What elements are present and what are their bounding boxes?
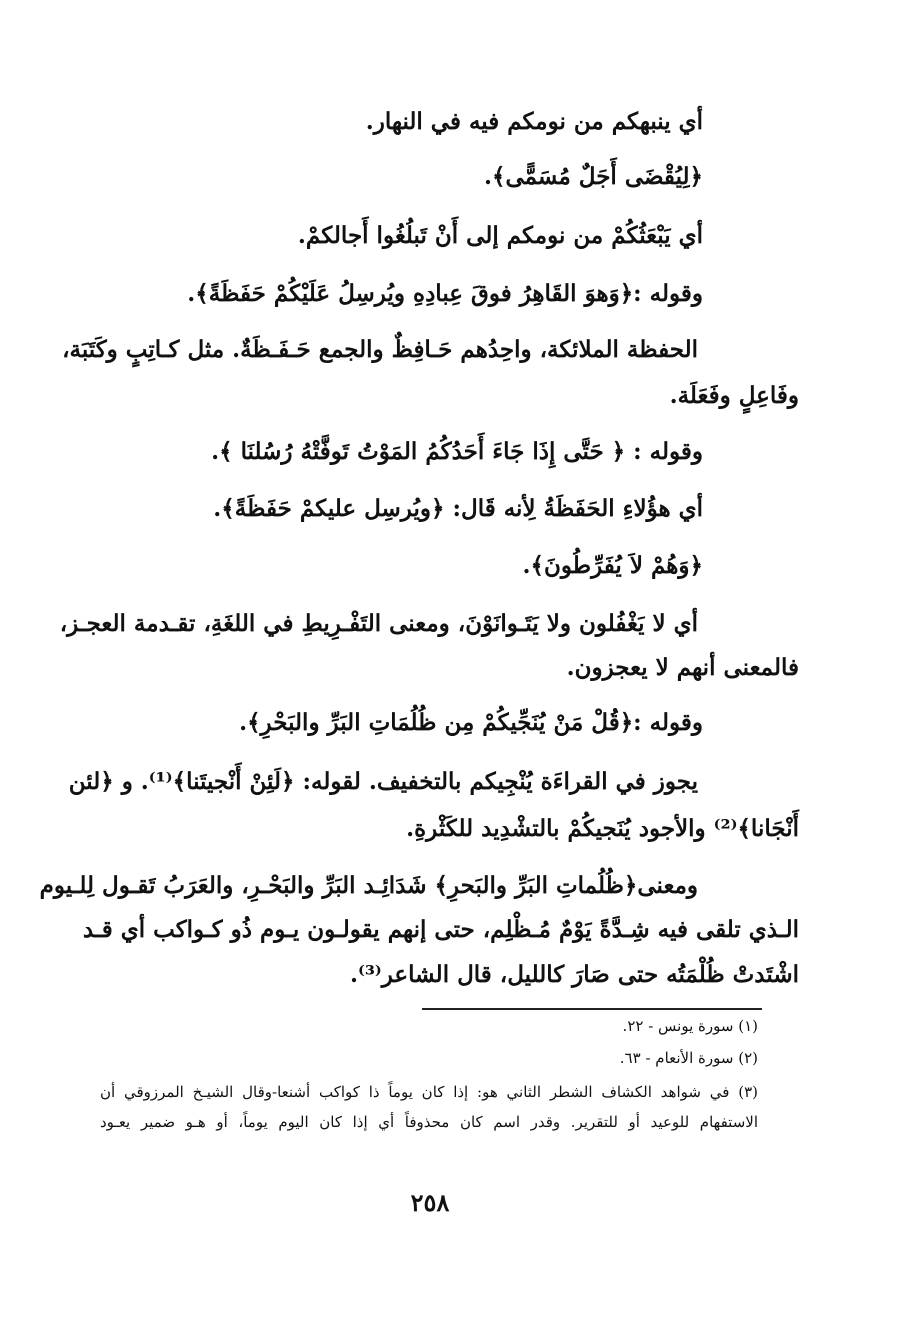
body-line: وقوله : ﴿ حَتَّى إِذَا جَاءَ أَحَدُكُمُ المَوْتُ تَوفَّتْهُ رُسُلنَا ﴾. bbox=[211, 438, 703, 465]
body-line: يجوز في القراءَة يُنْجِيكم بالتخفيف. لقوله: ﴿لَئِنْ أَنْجيتَنا﴾⁽¹⁾. و ﴿لئن bbox=[68, 768, 698, 795]
quran-verse: ﴿لِيُقْضَى أَجَلٌ مُسَمًّى﴾. bbox=[483, 163, 703, 190]
footnote-separator bbox=[422, 1008, 762, 1010]
footnote-1: (١) سورة يونس - ٢٢. bbox=[622, 1017, 758, 1035]
body-line: أي ينبهكم من نومكم فيه في النهار. bbox=[365, 108, 703, 135]
quran-verse: ﴿وَهُمْ لاَ يُفَرِّطُونَ﴾. bbox=[522, 552, 703, 579]
body-line: أي لا يَغْفُلون ولا يَتَـوانَوْنَ، ومعنى التَفْـرِيطِ في اللغَةِ، تقـدمة العجـز، bbox=[59, 610, 698, 637]
body-line: وفَاعِلٍ وفَعَلَة. bbox=[669, 382, 799, 409]
body-line: الـذي تلقى فيه شِـدَّةً يَوْمٌ مُـظْلِم، حتى إنهم يقولـون يـوم ذُو كـواكب أي قـد bbox=[82, 916, 799, 943]
body-line: فالمعنى أنهم لا يعجزون. bbox=[566, 654, 799, 681]
body-line: أي يَبْعَثُكُمْ من نومكم إلى أَنْ تَبلُغُوا أَجالكمْ. bbox=[297, 222, 703, 249]
page-number: ٢٥٨ bbox=[410, 1188, 450, 1217]
footnote-2: (٢) سورة الأنعام - ٦٣. bbox=[619, 1049, 758, 1067]
footnote-3: (٣) في شواهد الكشاف الشطر الثاني هو: إذا كان يوماً ذا كواكب أشنعا-وقال الشيـخ المرزوقي أن bbox=[100, 1083, 758, 1101]
body-line: الحفظة الملائكة، واحِدُهم حَـافِظٌ والجمع حَـفَـظَةٌ. مثل كـاتِبٍ وكَتَبَة، bbox=[62, 336, 698, 363]
body-line: ومعنى﴿ظُلُماتِ البَرِّ والبَحرِ﴾ شَدَائِـد البَرِّ والبَحْـرِ، والعَرَبُ تَقـول لِلـيوم bbox=[39, 872, 698, 899]
body-line: وقوله :﴿قُلْ مَنْ يُنَجِّيكُمْ مِن ظُلُمَاتِ البَرِّ والبَحْرِ﴾. bbox=[239, 709, 703, 736]
body-line: اشْتَدتْ ظُلْمَتُه حتى صَارَ كالليل، قال الشاعر⁽³⁾. bbox=[349, 961, 799, 988]
body-line: أي هؤُلاءِ الحَفَظَةُ لِأنه قَال: ﴿ويُرسِل عليكمْ حَفَظَةً﴾. bbox=[213, 495, 703, 522]
footnote-3-continued: الاستفهام للوعيد أو للتقرير. وقدر اسم كان محذوفاً أي إذا كان اليوم يوماً، أو هـو ضمير يعـود bbox=[100, 1113, 758, 1131]
body-line: وقوله :﴿وَهوَ القَاهِرُ فوقَ عِبادِهِ ويُرسِلُ عَلَيْكُمْ حَفَظَةً﴾. bbox=[187, 280, 703, 307]
body-line: أَنْجَانا﴾⁽²⁾ والأجود يُنَجيكُمْ بالتشْدِيد للكَثْرةِ. bbox=[406, 815, 799, 842]
